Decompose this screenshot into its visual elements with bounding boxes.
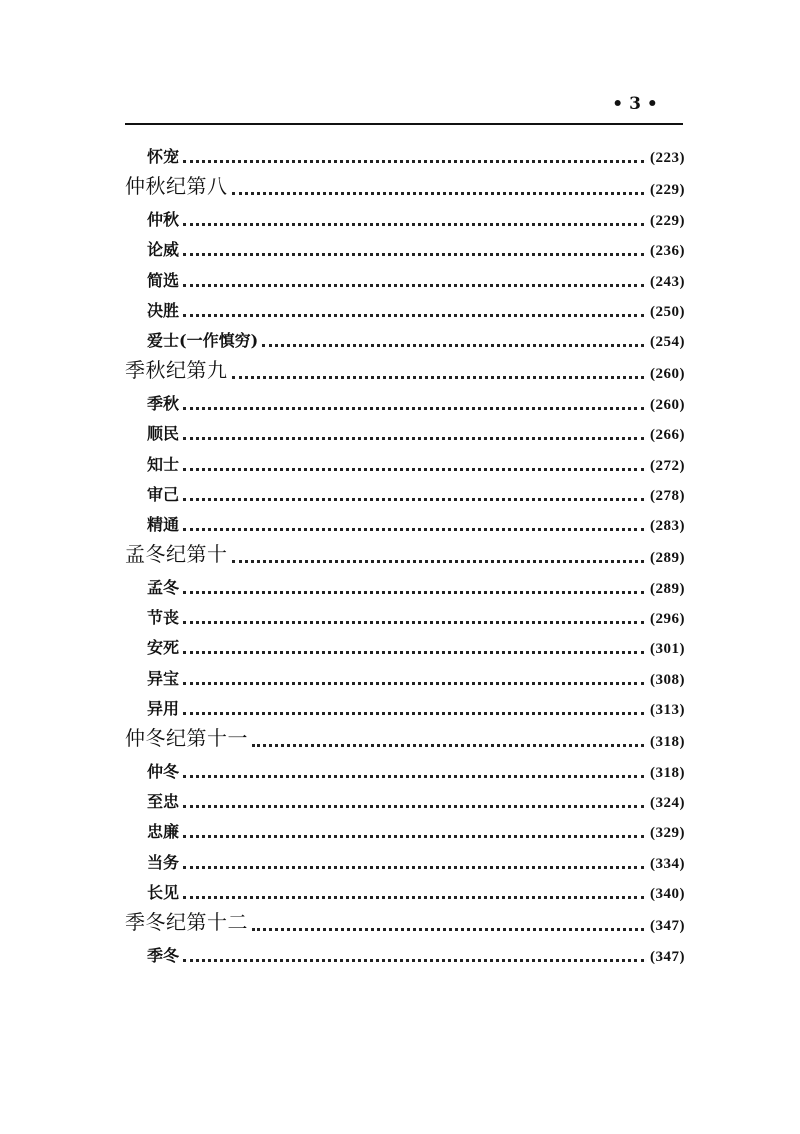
toc-section-entry — [125, 876, 685, 906]
toc-entry-page: (296) — [650, 611, 685, 628]
dot-leader — [183, 866, 644, 869]
toc-entry-page: (243) — [650, 273, 685, 290]
toc-entry-title: 仲秋纪第八 — [125, 174, 228, 199]
dot-leader — [252, 928, 644, 931]
toc-entry-title: 异用 — [147, 699, 180, 719]
toc-section-entry — [125, 324, 685, 354]
toc-entry-title: 仲冬 — [147, 761, 180, 781]
toc-entry-page: (272) — [650, 457, 685, 474]
toc-section-entry — [125, 508, 685, 538]
toc-section-entry — [125, 570, 685, 600]
dot-leader — [183, 160, 644, 163]
toc-chapter-entry — [125, 538, 685, 570]
toc-entry-title: 当务 — [147, 852, 180, 872]
toc-entry-page: (340) — [650, 886, 685, 903]
toc-entry-title: 至忠 — [147, 792, 180, 812]
toc-section-entry — [125, 601, 685, 631]
dot-leader — [183, 775, 644, 778]
toc-entry-page: (229) — [650, 212, 685, 229]
toc-entry-page: (318) — [650, 764, 685, 781]
toc-entry-title: 论威 — [147, 240, 180, 260]
toc-entry-title: 简选 — [147, 270, 180, 290]
toc-entry-page: (289) — [650, 550, 685, 567]
toc-entry-page: (223) — [650, 150, 685, 167]
toc-section-entry — [125, 938, 685, 968]
dot-leader — [183, 896, 644, 899]
toc-section-entry — [125, 140, 685, 170]
dot-leader — [183, 651, 644, 654]
toc-chapter-entry — [125, 722, 685, 754]
dot-leader — [183, 407, 644, 410]
toc-entry-title: 季秋 — [147, 393, 180, 413]
dot-leader — [183, 253, 644, 256]
toc-entry-page: (347) — [650, 948, 685, 965]
toc-entry-page: (313) — [650, 702, 685, 719]
dot-leader — [183, 468, 644, 471]
dot-leader — [183, 805, 644, 808]
toc-section-entry — [125, 754, 685, 784]
toc-section-entry — [125, 386, 685, 416]
toc-section-entry — [125, 692, 685, 722]
toc-entry-title: 异宝 — [147, 668, 180, 688]
toc-entry-page: (318) — [650, 734, 685, 751]
toc-entry-title: 安死 — [147, 638, 180, 658]
toc-section-entry — [125, 478, 685, 508]
toc-entry-title: 审己 — [147, 484, 180, 504]
toc-entry-page: (266) — [650, 427, 685, 444]
toc-entry-title: 节丧 — [147, 608, 180, 628]
dot-leader — [183, 498, 644, 501]
toc-entry-page: (254) — [650, 334, 685, 351]
toc-entry-page: (329) — [650, 825, 685, 842]
page-number: • 3 • — [612, 94, 658, 114]
toc-section-entry — [125, 785, 685, 815]
dot-leader — [183, 437, 644, 440]
toc-entry-page: (283) — [650, 518, 685, 535]
toc-entry-title: 决胜 — [147, 300, 180, 320]
toc-entry-page: (347) — [650, 918, 685, 935]
toc-entry-page: (324) — [650, 795, 685, 812]
toc-entry-title: 仲秋 — [147, 209, 180, 229]
toc-entry-page: (260) — [650, 366, 685, 383]
toc-chapter-entry — [125, 906, 685, 938]
toc-entry-title: 孟冬 — [147, 577, 180, 597]
dot-leader — [262, 344, 644, 347]
dot-leader — [183, 528, 644, 531]
toc-entry-title: 知士 — [147, 454, 180, 474]
dot-leader — [232, 376, 645, 379]
dot-leader — [183, 712, 644, 715]
dot-leader — [252, 744, 644, 747]
toc-entry-page: (334) — [650, 855, 685, 872]
dot-leader — [183, 314, 644, 317]
toc-entry-title: 怀宠 — [147, 147, 180, 167]
dot-leader — [183, 959, 644, 962]
dot-leader — [183, 682, 644, 685]
dot-leader — [183, 621, 644, 624]
toc-entry-page: (308) — [650, 671, 685, 688]
toc-entry-page: (278) — [650, 487, 685, 504]
toc-section-entry — [125, 263, 685, 293]
toc-section-entry — [125, 233, 685, 263]
toc-entry-page: (260) — [650, 396, 685, 413]
toc-entry-page: (236) — [650, 243, 685, 260]
toc-entry-title: 忠廉 — [147, 822, 180, 842]
dot-leader — [183, 835, 644, 838]
toc-section-entry — [125, 631, 685, 661]
toc-section-entry — [125, 294, 685, 324]
dot-leader — [183, 591, 644, 594]
toc-section-entry — [125, 417, 685, 447]
toc-section-entry — [125, 447, 685, 477]
table-of-contents — [125, 140, 685, 969]
toc-entry-page: (301) — [650, 641, 685, 658]
toc-section-entry — [125, 202, 685, 232]
toc-entry-title: 孟冬纪第十 — [125, 542, 228, 567]
header-rule — [125, 123, 683, 125]
toc-chapter-entry — [125, 170, 685, 202]
toc-entry-page: (250) — [650, 303, 685, 320]
toc-entry-title: 精通 — [147, 515, 180, 535]
toc-entry-title: 长见 — [147, 883, 180, 903]
toc-entry-title: 爱士(一作慎穷) — [147, 331, 259, 351]
dot-leader — [183, 284, 644, 287]
dot-leader — [232, 192, 645, 195]
dot-leader — [183, 223, 644, 226]
toc-section-entry — [125, 815, 685, 845]
toc-chapter-entry — [125, 354, 685, 386]
toc-entry-title: 仲冬纪第十一 — [125, 726, 248, 751]
toc-section-entry — [125, 845, 685, 875]
toc-entry-title: 季秋纪第九 — [125, 358, 228, 383]
toc-entry-page: (289) — [650, 580, 685, 597]
toc-entry-title: 顺民 — [147, 424, 180, 444]
toc-entry-title: 季冬纪第十二 — [125, 910, 248, 935]
toc-entry-title: 季冬 — [147, 945, 180, 965]
toc-section-entry — [125, 661, 685, 691]
dot-leader — [232, 560, 645, 563]
toc-entry-page: (229) — [650, 182, 685, 199]
